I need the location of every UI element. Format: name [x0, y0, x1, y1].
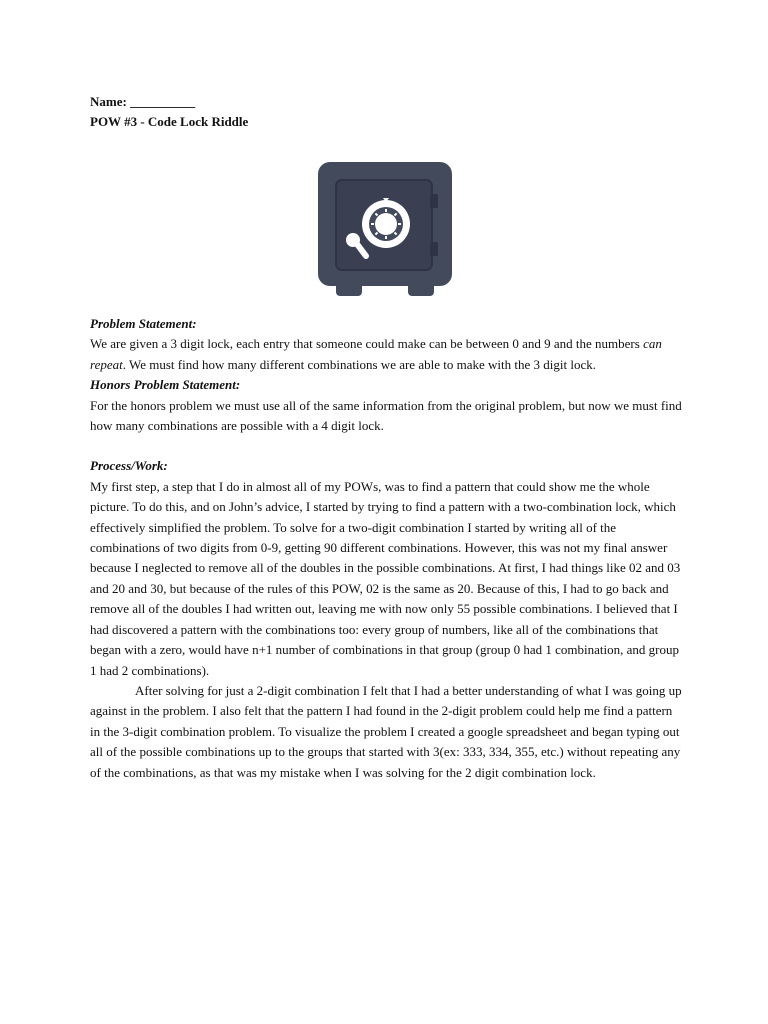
problem-emphasis: can repeat [90, 336, 662, 372]
process-heading: Process/Work: [90, 458, 168, 474]
honors-text: For the honors problem we must use all of the same information from the original problem, but now we must find how many combinations are possible with a 4 digit lock. [90, 397, 682, 434]
process-paragraph-2: After solving for just a 2-digit combination I felt that I had a better understanding of what I was going up against in the problem. I also felt that the pattern I had found in the 2-digit problem could help me find a pattern in the 3-digit combination problem. To visualize the problem I created a google spreadsheet and began typing out all of the possible combinations up to the groups that started with 3(ex: 333, 334, 355, etc.) without repeating any of the combinations, as that was my mistake when I was solving for the 2 digit combination lock. [90, 682, 682, 780]
document-title: POW #3 - Code Lock Riddle [90, 114, 249, 129]
document-header [90, 92, 248, 132]
process-paragraph-1: My first step, a step that I do in almost all of my POWs, was to find a pattern that could show me the whole picture. To do this, and on John’s advice, I started by trying to find a pattern with a two-combination lock, which effectively simplified the problem. To solve for a two-digit combination I started by writing all of the combinations of two digits from 0-9, getting 90 different combinations. However, this was not my final answer because I neglected to remove all of the doubles in the possible combinations. At first, I had things like 02 and 03 and 20 and 30, but because of the rules of this POW, 02 is the same as 20. Because of this, I had to go back and remove all of the doubles I had written out, leaving me with now only 55 possible combinations. I believed that I had discovered a pattern with the combinations too: every group of numbers, like all of the combinations that began with a zero, would have n+1 number of combinations in that group (group 0 had 1 combination, and group 1 had 2 combinations). [90, 478, 681, 678]
honors-heading: Honors Problem Statement: [90, 377, 241, 393]
problem-text-end: . We must find how many different combinations we are able to make with the 3 digit lock. [122, 356, 596, 372]
safe-hinge-top [430, 194, 438, 208]
safe-illustration [316, 160, 454, 300]
safe-icon [316, 160, 454, 300]
name-line: Name: __________ [90, 94, 196, 109]
problem-text-start: We are given a 3 digit lock, each entry that someone could make can be between 0 and 9 and the numbers [90, 336, 644, 352]
problem-text [90, 334, 682, 375]
safe-handle-knob [346, 233, 360, 247]
safe-dial-center [375, 213, 397, 235]
problem-heading: Problem Statement: [90, 316, 197, 331]
safe-hinge-bottom [430, 242, 438, 256]
section-gap [90, 436, 682, 456]
document-body [90, 314, 682, 783]
